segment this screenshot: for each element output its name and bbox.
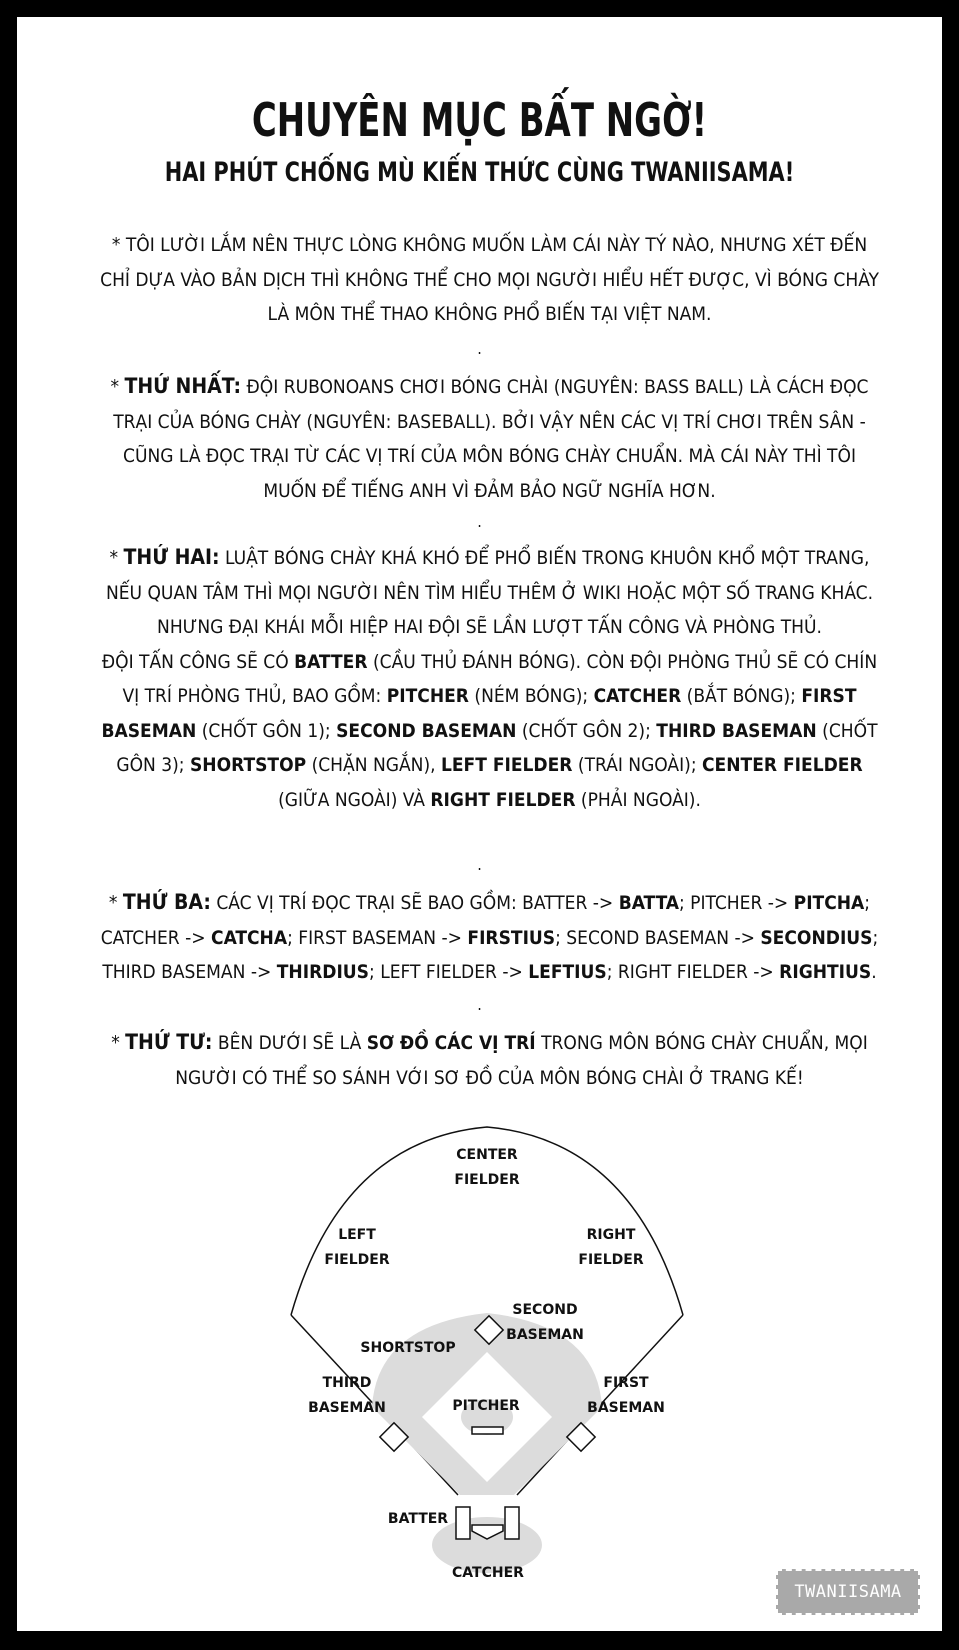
paragraph-fourth: * THỨ TƯ: BÊN DƯỚI SẼ LÀ SƠ ĐỒ CÁC VỊ TRÍ TRONG MÔN BÓNG CHÀY CHUẨN, MỌI NGƯỜI CÓ THỂ SO SÁNH VỚI SƠ ĐỒ CỦA MÔN BÓNG CHÀI Ở TRANG KẾ! [111,1030,868,1089]
pitchers-rubber [472,1427,503,1434]
label-second-baseman: BASEMAN [506,1327,584,1343]
paragraph-second: * THỨ HAI: LUẬT BÓNG CHÀY KHÁ KHÓ ĐỂ PHỔ BIẾN TRONG KHUÔN KHỔ MỘT TRANG, NẾU QUAN TÂM THÌ MỌI NGƯỜI NÊN TÌM HIỂU THÊM Ở WIKI HOẶC MỘT SỐ TRANG KHÁC. NHƯNG ĐẠI KHÁI MỖI HIỆP HAI ĐỘI SẼ LẦN LƯỢT TẤN CÔNG VÀ PHÒNG THỦ. ĐỘI TẤN CÔNG SẼ CÓ BATTER (CẦU THỦ ĐÁNH BÓNG). CÒN ĐỘI PHÒNG THỦ SẼ CÓ CHÍN VỊ TRÍ PHÒNG THỦ, BAO GỒM: PITCHER (NÉM BÓNG); CATCHER (BẮT BÓNG); FIRST BASEMAN (CHỐT GÔN 1); SECOND BASEMAN (CHỐT GÔN 2); THIRD BASEMAN (CHỐT GÔN 3); SHORTSTOP (CHẶN NGẮN), LEFT FIELDER (TRÁI NGOÀI); CENTER FIELDER (GIỮA NGOÀI) VÀ RIGHT FIELDER (PHẢI NGOÀI). [101,545,878,811]
label-right-fielder: RIGHT [586,1227,636,1243]
separator-dot: . [477,339,482,358]
label-third-baseman: THIRD [322,1375,372,1391]
page-subtitle: HAI PHÚT CHỐNG MÙ KIẾN THỨC CÙNG TWANIISAMA! [164,157,795,188]
intro-paragraph: * TÔI LƯỜI LẮM NÊN THỰC LÒNG KHÔNG MUỐN LÀM CÁI NÀY TÝ NÀO, NHƯNG XÉT ĐẾN CHỈ DỰA VÀO BẢN DỊCH THÌ KHÔNG THỂ CHO MỌI NGƯỜI HIỂU HẾT ĐƯỢC, VÌ BÓNG CHÀY LÀ MÔN THỂ THAO KHÔNG PHỔ BIẾN TẠI VIỆT NAM. [100,234,879,325]
watermark-logo: TWANIISAMA [776,1569,920,1615]
label-batter: BATTER [387,1511,449,1527]
page-title: CHUYÊN MỤC BẤT NGỜ! [251,93,708,147]
batter-box-right [505,1507,519,1539]
label-second-baseman: SECOND [512,1302,578,1318]
label-left-fielder: FIELDER [324,1252,390,1268]
page [17,17,942,1631]
paragraph-third: * THỨ BA: CÁC VỊ TRÍ ĐỌC TRẠI SẼ BAO GỒM: BATTER -> BATTA; PITCHER -> PITCHA; CATCHER -> CATCHA; FIRST BASEMAN -> FIRSTIUS; SECOND BASEMAN -> SECONDIUS; THIRD BASEMAN -> THIRDIUS; LEFT FIELDER -> LEFTIUS; RIGHT FIELDER -> RIGHTIUS. [100,890,879,983]
batter-box-left [456,1507,470,1539]
label-right-fielder: FIELDER [578,1252,644,1268]
label-third-baseman: BASEMAN [308,1400,386,1416]
label-center-fielder: FIELDER [454,1172,520,1188]
label-left-fielder: LEFT [338,1227,376,1243]
label-first-baseman: FIRST [603,1375,649,1391]
separator-dot: . [477,512,482,531]
baseball-field-diagram [17,17,942,1631]
label-center-fielder: CENTER [456,1147,518,1163]
label-pitcher: PITCHER [452,1398,520,1414]
label-first: THỨ NHẤT: [124,374,242,398]
separator-dot: . [477,995,482,1014]
paragraph-first: * THỨ NHẤT: ĐỘI RUBONOANS CHƠI BÓNG CHÀI (NGUYÊN: BASS BALL) LÀ CÁCH ĐỌC TRẠI CỦA BÓNG CHÀY (NGUYÊN: BASEBALL). BỞI VẬY NÊN CÁC VỊ TRÍ CHƠI TRÊN SÂN - CŨNG LÀ ĐỌC TRẠI TỪ CÁC VỊ TRÍ CỦA MÔN BÓNG CHÀY CHUẨN. MÀ CÁI NÀY THÌ TÔI MUỐN ĐỂ TIẾNG ANH VÌ ĐẢM BẢO NGỮ NGHĨA HƠN. [110,374,869,502]
separator-dot: . [477,855,482,874]
label-catcher: CATCHER [452,1565,524,1581]
label-first-baseman: BASEMAN [587,1400,665,1416]
label-shortstop: SHORTSTOP [360,1340,456,1356]
